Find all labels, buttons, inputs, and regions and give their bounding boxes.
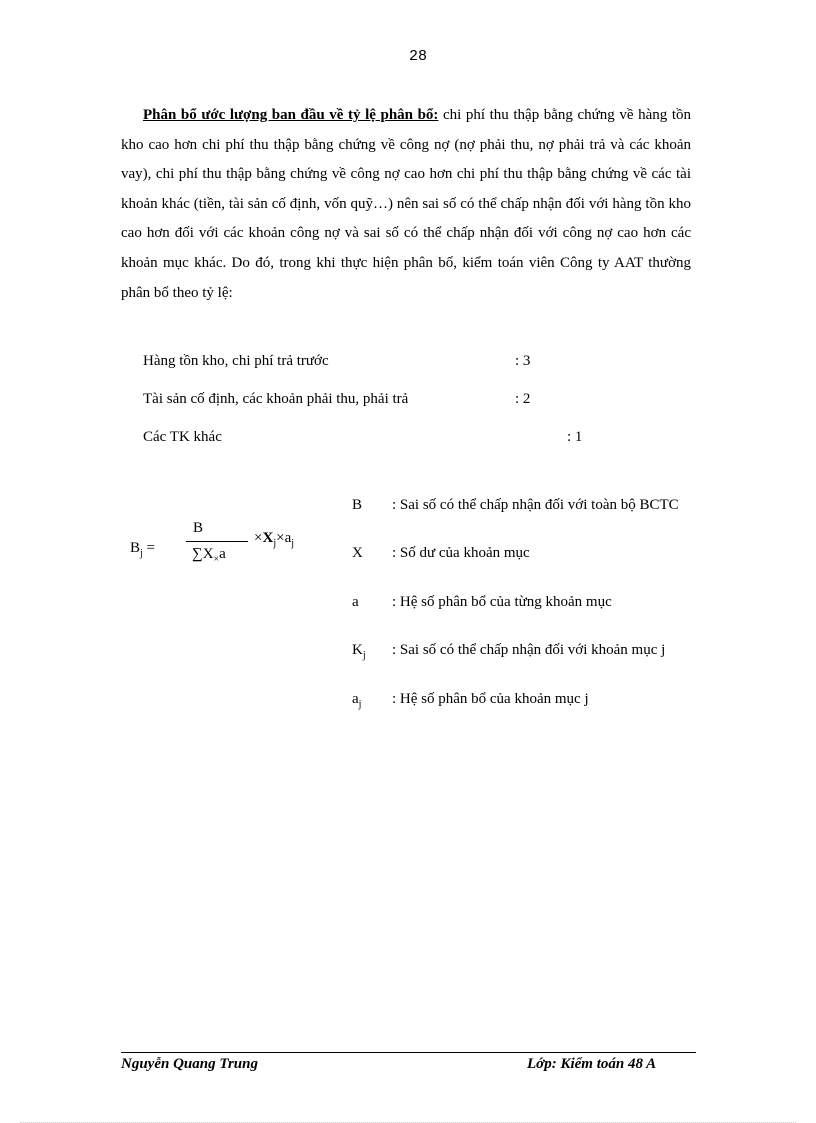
fraction-line — [186, 541, 248, 542]
formula-denominator — [192, 546, 226, 565]
allocation-label-other: Các TK khác — [143, 429, 222, 445]
formula-a-sub: j — [291, 538, 295, 549]
allocation-value-inventory: : 3 — [515, 353, 531, 369]
legend-text-a: : Hệ số phân bổ của từng khoản mục — [392, 594, 612, 610]
formula-mult1: × — [254, 530, 263, 546]
legend-symbol-a — [352, 594, 359, 611]
formula-x: X — [262, 530, 274, 546]
legend-text-aj: : Hệ số phân bổ của khoản mục j — [392, 691, 589, 707]
allocation-label-fixed-assets: Tài sản cố định, các khoản phải thu, phải trả — [143, 391, 409, 407]
paragraph-text: chi phí thu thập bằng chứng về hàng tồn kho cao hơn chi phí thu thập bằng chứng về công nợ (nợ phải thu, nợ phải trả và các khoản vay), chi phí thu thập bằng chứng về công nợ cao hơn chi phí thu thập bằng chứng về các tài khoản khác (tiền, tài sản cố định, vốn quỹ…) nên sai số có thể chấp nhận đối với hàng tồn kho cao hơn đối với các khoản công nợ và sai số có thể chấp nhận đối với công nợ cao hơn các khoản mục khác. Do đó, trong khi thực hiện phân bổ, kiểm toán viên Công ty AAT thường phân bổ theo tỷ lệ: — [121, 107, 691, 301]
formula-numerator: B — [193, 520, 204, 536]
footer-divider — [121, 1052, 696, 1053]
legend-symbol-x — [352, 545, 363, 562]
allocation-paragraph — [121, 101, 691, 308]
formula-denominator-a: a — [219, 546, 226, 562]
allocation-value-fixed-assets: : 2 — [515, 391, 531, 407]
formula-lhs-sub: j — [140, 548, 143, 559]
page-number: 28 — [408, 48, 427, 65]
formula-denominator-times: × — [213, 554, 220, 565]
formula-equals: = — [146, 540, 156, 556]
paragraph-heading: Phân bổ ước lượng ban đầu về tỷ lệ phân bổ: — [143, 107, 439, 123]
legend-symbol-aj-base: a — [352, 691, 359, 707]
allocation-value-other: : 1 — [567, 429, 583, 445]
legend-text-x: : Số dư của khoản mục — [392, 545, 530, 561]
formula-multipliers — [254, 530, 294, 549]
legend-symbol-x-base: X — [352, 545, 363, 561]
formula-x-sub: j — [273, 538, 277, 549]
legend-symbol-kj — [352, 642, 366, 661]
footer-author: Nguyễn Quang Trung — [121, 1056, 258, 1072]
formula-lhs-base: B — [130, 540, 141, 556]
legend-text-kj: : Sai số có thể chấp nhận đối với khoản mục j — [392, 642, 666, 658]
formula-denominator-sum: ∑X — [192, 546, 214, 562]
legend-symbol-aj-sub: j — [358, 699, 362, 710]
legend-symbol-aj — [352, 691, 361, 710]
formula-a: a — [284, 530, 292, 546]
legend-symbol-b — [352, 497, 362, 514]
legend-symbol-kj-base: K — [352, 642, 363, 658]
legend-symbol-kj-sub: j — [362, 650, 366, 661]
legend-symbol-a-base: a — [352, 594, 359, 610]
legend-symbol-b-base: B — [352, 497, 363, 513]
footer-class: Lớp: Kiểm toán 48 A — [527, 1056, 657, 1072]
formula-lhs — [130, 540, 155, 559]
legend-text-b: : Sai số có thể chấp nhận đối với toàn bộ BCTC — [392, 497, 679, 513]
formula-mult2: × — [276, 530, 285, 546]
allocation-label-inventory: Hàng tồn kho, chi phí trả trước — [143, 353, 329, 369]
